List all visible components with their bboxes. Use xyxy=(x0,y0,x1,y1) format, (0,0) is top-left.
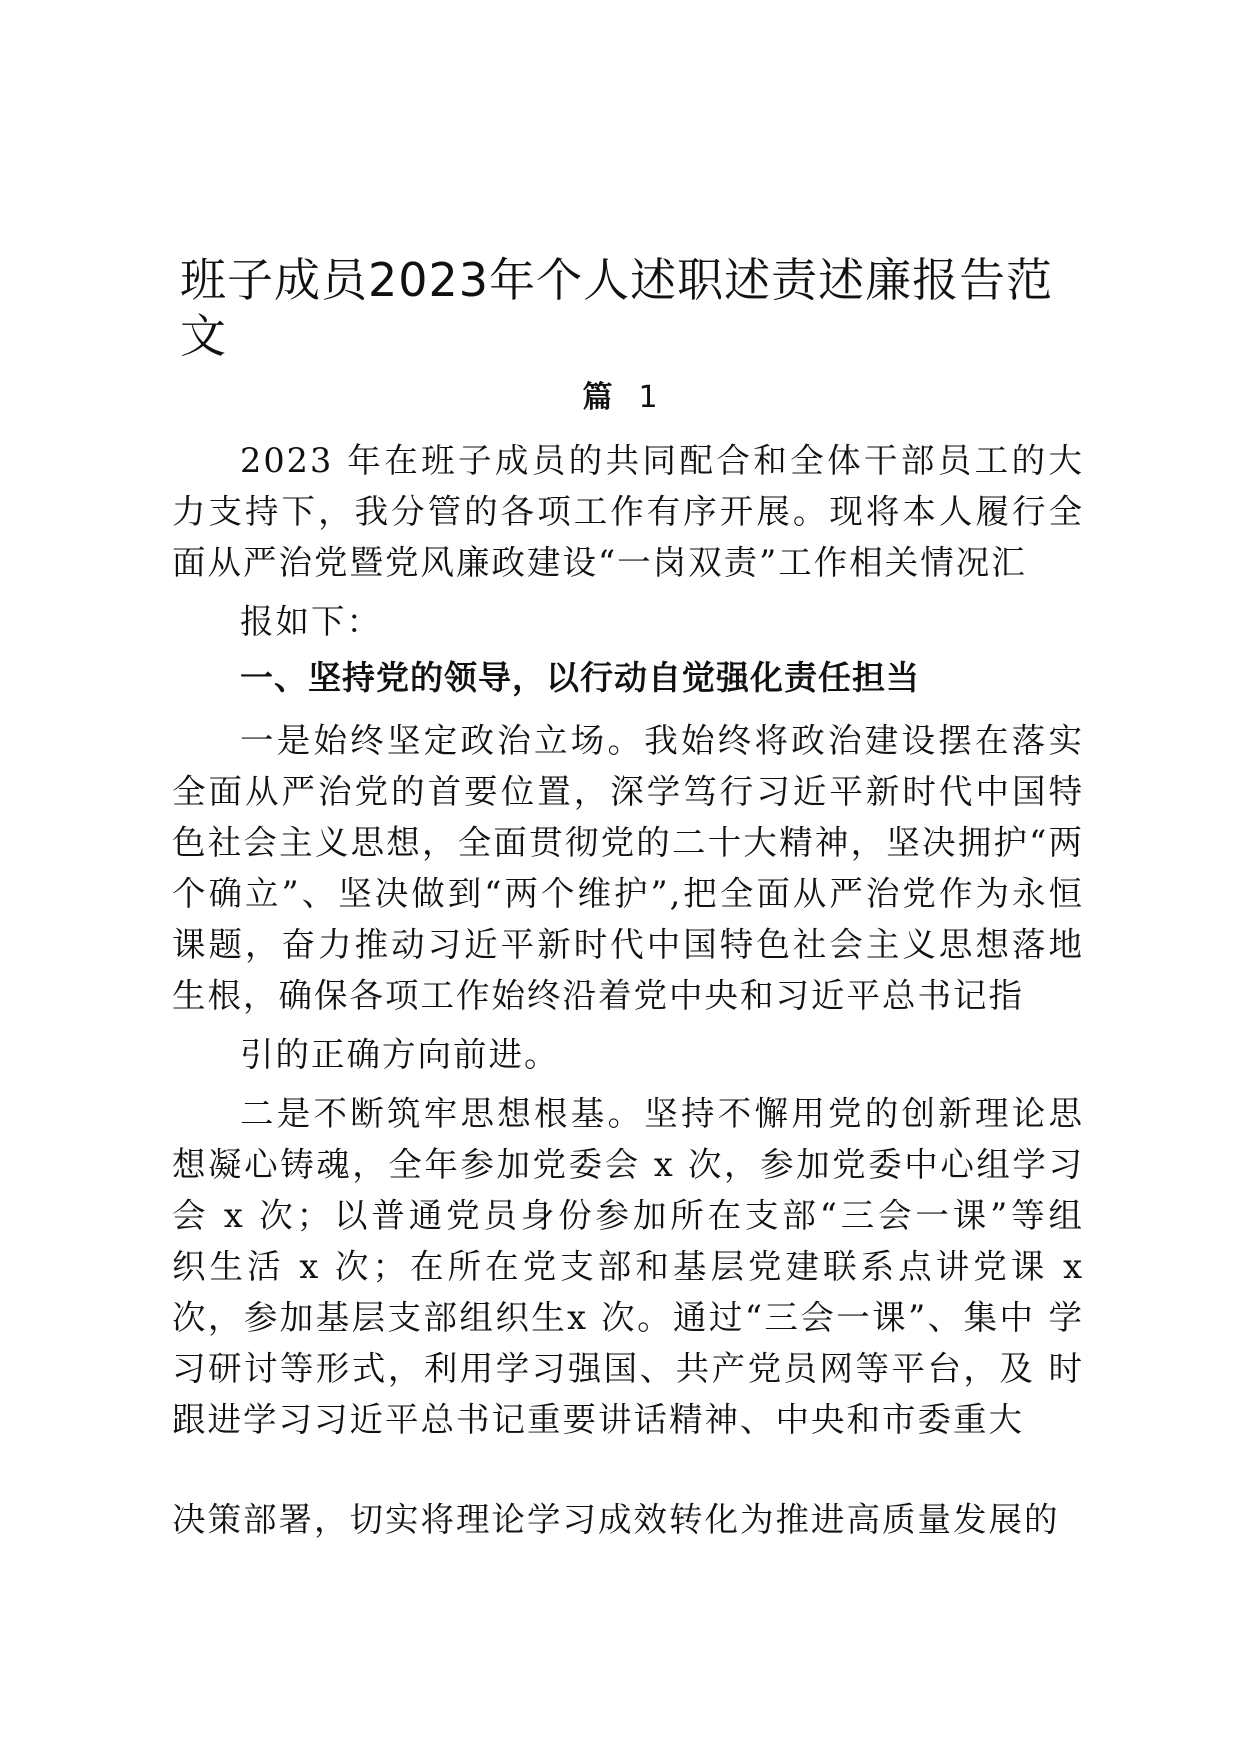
paragraph-3-text: 决策部署，切实将理论学习成效转化为推进高质量发展的 xyxy=(172,1500,1060,1539)
paragraph-ideological-foundation xyxy=(172,1088,1084,1445)
chapter-number: 1 xyxy=(638,380,658,415)
paragraph-continuation xyxy=(172,1494,1084,1545)
paragraph-political-stance xyxy=(172,715,1084,1080)
paragraph-2-text: 二是不断筑牢思想根基。坚持不懈用党的创新理论思想凝心铸魂，全年参加党委会 x 次，参加党委中心组学习 会 x 次；以普通党员身份参加所在支部“三会一课”等组 织生活 x 次；在所在党支部和基层党建联系点讲党课 x次，参加基层支部组织生x 次。通过“三会一课”、集中 学习研讨等形式，利用学习强国、共产党员网等平台，及 时跟进学习习近平总书记重要讲话精神、中央和市委重大 xyxy=(172,1094,1084,1439)
intro-paragraph xyxy=(172,435,1084,647)
document-title: 班子成员2023年个人述职述责述廉报告范文 xyxy=(180,253,1054,363)
section-heading-1: 一、坚持党的领导，以行动自觉强化责任担当 xyxy=(240,658,920,697)
intro-text: 2023 年在班子成员的共同配合和全体干部员工的大力支持下，我分管的各项工作有序开展。现将本人履行全面从严治党暨党风廉政建设“一岗双责”工作相关情况汇 xyxy=(172,441,1084,582)
chapter-word: 篇 xyxy=(582,380,613,415)
chapter-label xyxy=(0,378,1240,418)
intro-tail-text: 报如下： xyxy=(240,602,382,641)
paragraph-1-text: 一是始终坚定政治立场。我始终将政治建设摆在落实全面从严治党的首要位置，深学笃行习近平新时代中国特色社会主义思想，全面贯彻党的二十大精神，坚决拥护“两个确立”、坚决做到“两个维护”,把全面从严治党作为永恒课题，奋力推动习近平新时代中国特色社会主义思想落地生根，确保各项工作始终沿着党中央和习近平总书记指 xyxy=(172,721,1084,1015)
paragraph-1-tail-text: 引的正确方向前进。 xyxy=(240,1035,560,1074)
